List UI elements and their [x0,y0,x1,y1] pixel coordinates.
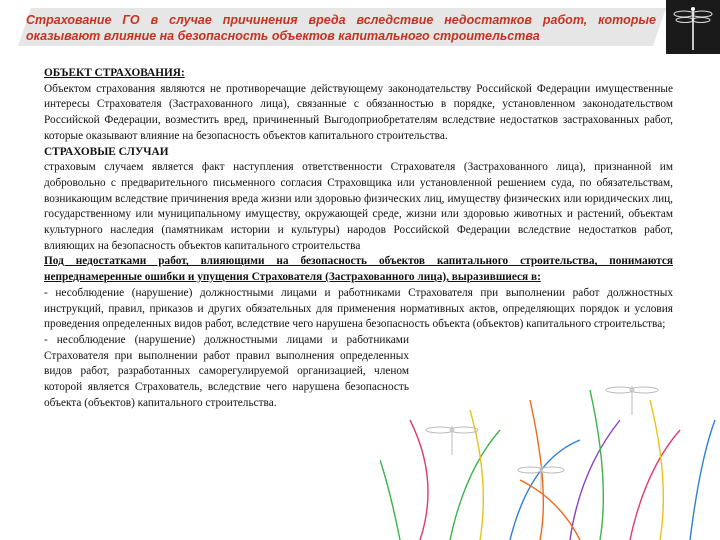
corner-dragonfly-image [666,0,720,54]
document-body [44,66,673,411]
object-text: Объектом страхования являются не противоречащие действующему законодательству Российской Федерации имущественные интересы Страхователя (Застрахованного лица), связанные с обязанностью в порядке, установленном законодательством Российской Федерации, возместить вред, причиненный Выгодоприобретателям вследствие недостатков застрахованных работ, которые оказывают влияние на безопасность объектов капитального строительства. [44,82,673,142]
defects-item-1: - несоблюдение (нарушение) должностными лицами и работниками Страхователя при выполнении работ должностных инструкций, правил, приказов и других обязательных для применения нормативных актов, определяющих порядок и условия проведения определенных видов работ, вследствие чего нарушена безопасность объекта (объектов) капитального строительства; [44,286,673,331]
cases-heading: СТРАХОВЫЕ СЛУЧАИ [44,145,169,158]
defects-intro: Под недостатками работ, влияющими на безопасность объектов капитального строительства, понимаются непреднамеренные ошибки и упущения Страхователя (Застрахованного лица), выразившиеся в: [44,255,673,284]
page-title: Страхование ГО в случае причинения вреда вследствие недостатков работ, которые оказывают влияние на безопасность объектов капитального строительства [26,13,656,43]
object-heading: ОБЪЕКТ СТРАХОВАНИЯ: [44,67,185,79]
defects-item-2: - несоблюдение (нарушение) должностными лицами и работниками Страхователя при выполнении работ правил выполнения определенных видов работ, разработанных саморегулируемой организацией, членом которой является Страхователь, вследствие чего нарушена безопасность объекта (объектов) капитального строительства. [44,333,409,409]
cases-text: страховым случаем является факт наступления ответственности Страхователя (Застрахованного лица), признанной им добровольно с предварительного письменного согласия Страховщика или установленной решением суда, по обязательствам, возникающим вследствие причинения вреда жизни или здоровью физических лиц, имуществу физических или юридических лиц, государственному или муниципальному имуществу, окружающей среде, жизни или здоровью животных и растений, объектам культурного наследия (памятникам истории и культуры) народов Российской Федерации вследствие недостатков работ, влияющих на безопасность объектов капитального строительства [44,161,673,252]
